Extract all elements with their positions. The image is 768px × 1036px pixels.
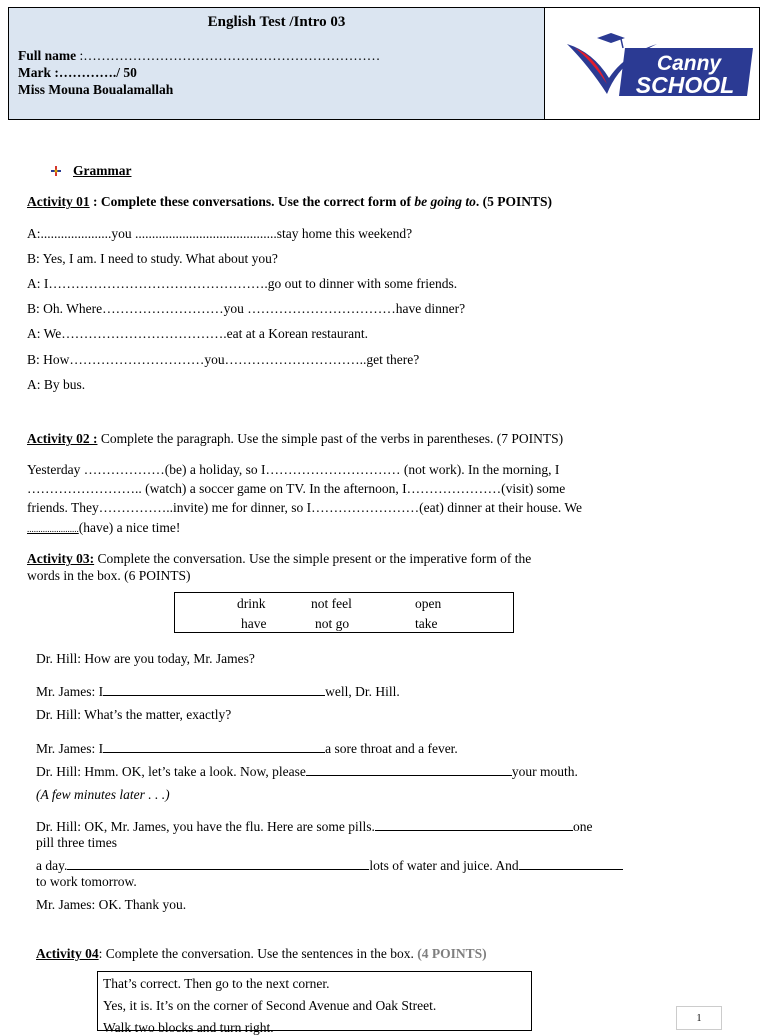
mark-field: Mark :…………./ 50	[18, 65, 137, 80]
activity3-instruction-cont: words in the box. (6 POINTS)	[27, 568, 191, 583]
teacher-name: Miss Mouna Boualamallah	[18, 82, 174, 97]
sentence-box-item: Walk two blocks and turn right.	[103, 1020, 274, 1035]
activity4-points: (4 POINTS)	[417, 946, 487, 961]
dialogue-text: Dr. Hill: OK, Mr. James, you have the flu. Here are some pills.	[36, 819, 375, 834]
dialogue-text: your mouth.	[511, 764, 578, 779]
answer-blank[interactable]	[103, 741, 325, 753]
full-name-field[interactable]	[18, 48, 380, 64]
dialogue-text: one	[572, 819, 593, 834]
activity2-line: …………………….. (watch) a soccer game on TV. In the afternoon, I…………………(visit) some	[27, 481, 566, 496]
dialogue-line	[36, 764, 578, 780]
activity1-instruction: : Complete these conversations. Use the correct form of	[89, 194, 415, 209]
activity1-line: A: We……………………………….eat at a Korean restaurant.	[27, 326, 368, 341]
dialogue-speaker: Mr. James: I	[36, 684, 104, 699]
section-title: Grammar	[73, 163, 132, 178]
answer-blank[interactable]	[67, 858, 369, 870]
sentence-box	[97, 971, 532, 1035]
activity2-instruction: Complete the paragraph. Use the simple past of the verbs in parentheses. (7 POINTS)	[97, 431, 564, 446]
activity1-points: . (5 POINTS)	[475, 194, 553, 209]
answer-blank[interactable]	[103, 684, 325, 696]
activity2-label: Activity 02 :	[27, 431, 98, 446]
activity1-emphasis: be going to	[414, 194, 476, 209]
school-logo	[545, 8, 759, 119]
activity1-line: A:.....................you ..........................................stay home this weekend?	[27, 226, 413, 241]
answer-blank[interactable]	[375, 819, 573, 831]
word-box-item: not feel	[311, 596, 352, 611]
dialogue-text: a sore throat and a fever.	[325, 741, 458, 756]
activity1-line: B: Oh. Where………………………you ……………………………have dinner?	[27, 301, 466, 316]
logo-panel	[545, 8, 759, 119]
sentence-box-item: That’s correct. Then go to the next corner.	[103, 976, 330, 991]
word-box	[174, 592, 514, 633]
dialogue-text: well, Dr. Hill.	[325, 684, 400, 699]
word-box-item: drink	[237, 596, 266, 611]
answer-blank[interactable]	[519, 858, 623, 870]
activity1-line: B: How…………………………you…………………………..get there?	[27, 352, 420, 367]
dialogue-line	[36, 819, 592, 835]
dialogue-line	[36, 858, 623, 874]
activity2-blank: .......................	[27, 524, 79, 534]
dialogue-line	[36, 684, 400, 700]
sentence-box-item: Yes, it is. It’s on the corner of Second Avenue and Oak Street.	[103, 998, 437, 1013]
test-title: English Test /Intro 03	[207, 14, 346, 30]
word-box-item: take	[415, 616, 438, 631]
page-number: 1	[676, 1006, 722, 1030]
activity1-heading	[27, 194, 552, 210]
activity3-heading	[27, 551, 531, 567]
activity4-label: Activity 04	[36, 946, 99, 961]
test-header	[8, 7, 760, 120]
dialogue-line: Dr. Hill: What’s the matter, exactly?	[36, 707, 232, 722]
dialogue-text: Dr. Hill: Hmm. OK, let’s take a look. Now, please	[36, 764, 306, 779]
activity2-line: Yesterday ………………(be) a holiday, so I………………………… (not work). In the morning, I	[27, 462, 560, 477]
activity3-label: Activity 03:	[27, 551, 95, 566]
activity1-line: B: Yes, I am. I need to study. What about you?	[27, 251, 278, 266]
bullet-icon	[50, 165, 62, 177]
activity4-heading	[36, 946, 487, 962]
word-box-item: have	[241, 616, 267, 631]
dialogue-speaker: Mr. James: I	[36, 741, 104, 756]
dialogue-line: Dr. Hill: How are you today, Mr. James?	[36, 651, 255, 666]
dialogue-line: to work tomorrow.	[36, 874, 137, 889]
dialogue-line: pill three times	[36, 835, 117, 850]
activity2-line: friends. They……………..invite) me for dinner, so I……………………(eat) dinner at their house. We	[27, 500, 583, 515]
full-name-label: Full name	[18, 48, 77, 63]
word-box-item: open	[415, 596, 442, 611]
logo-word-top: Canny	[656, 52, 722, 75]
dialogue-text: lots of water and juice. And	[369, 858, 519, 873]
dialogue-line: Mr. James: OK. Thank you.	[36, 897, 187, 912]
activity2-last-line	[27, 520, 180, 536]
activity1-line: A: By bus.	[27, 377, 86, 392]
stage-direction: (A few minutes later . . .)	[36, 787, 170, 802]
logo-word-bottom: SCHOOL	[635, 72, 735, 98]
word-box-item: not go	[315, 616, 350, 631]
activity3-instruction: Complete the conversation. Use the simple present or the imperative form of the	[94, 551, 532, 566]
full-name-blank: :…………………………………………………………	[76, 48, 381, 63]
activity4-instruction: : Complete the conversation. Use the sentences in the box.	[98, 946, 418, 961]
dialogue-text: a day.	[36, 858, 68, 873]
answer-blank[interactable]	[306, 764, 512, 776]
activity2-heading	[27, 431, 563, 447]
header-info-panel	[9, 8, 545, 119]
dialogue-line	[36, 741, 458, 757]
activity2-line-end: (have) a nice time!	[78, 520, 181, 535]
activity1-label: Activity 01	[27, 194, 90, 209]
activity1-line: A: I………………………………………….go out to dinner with some friends.	[27, 276, 458, 291]
